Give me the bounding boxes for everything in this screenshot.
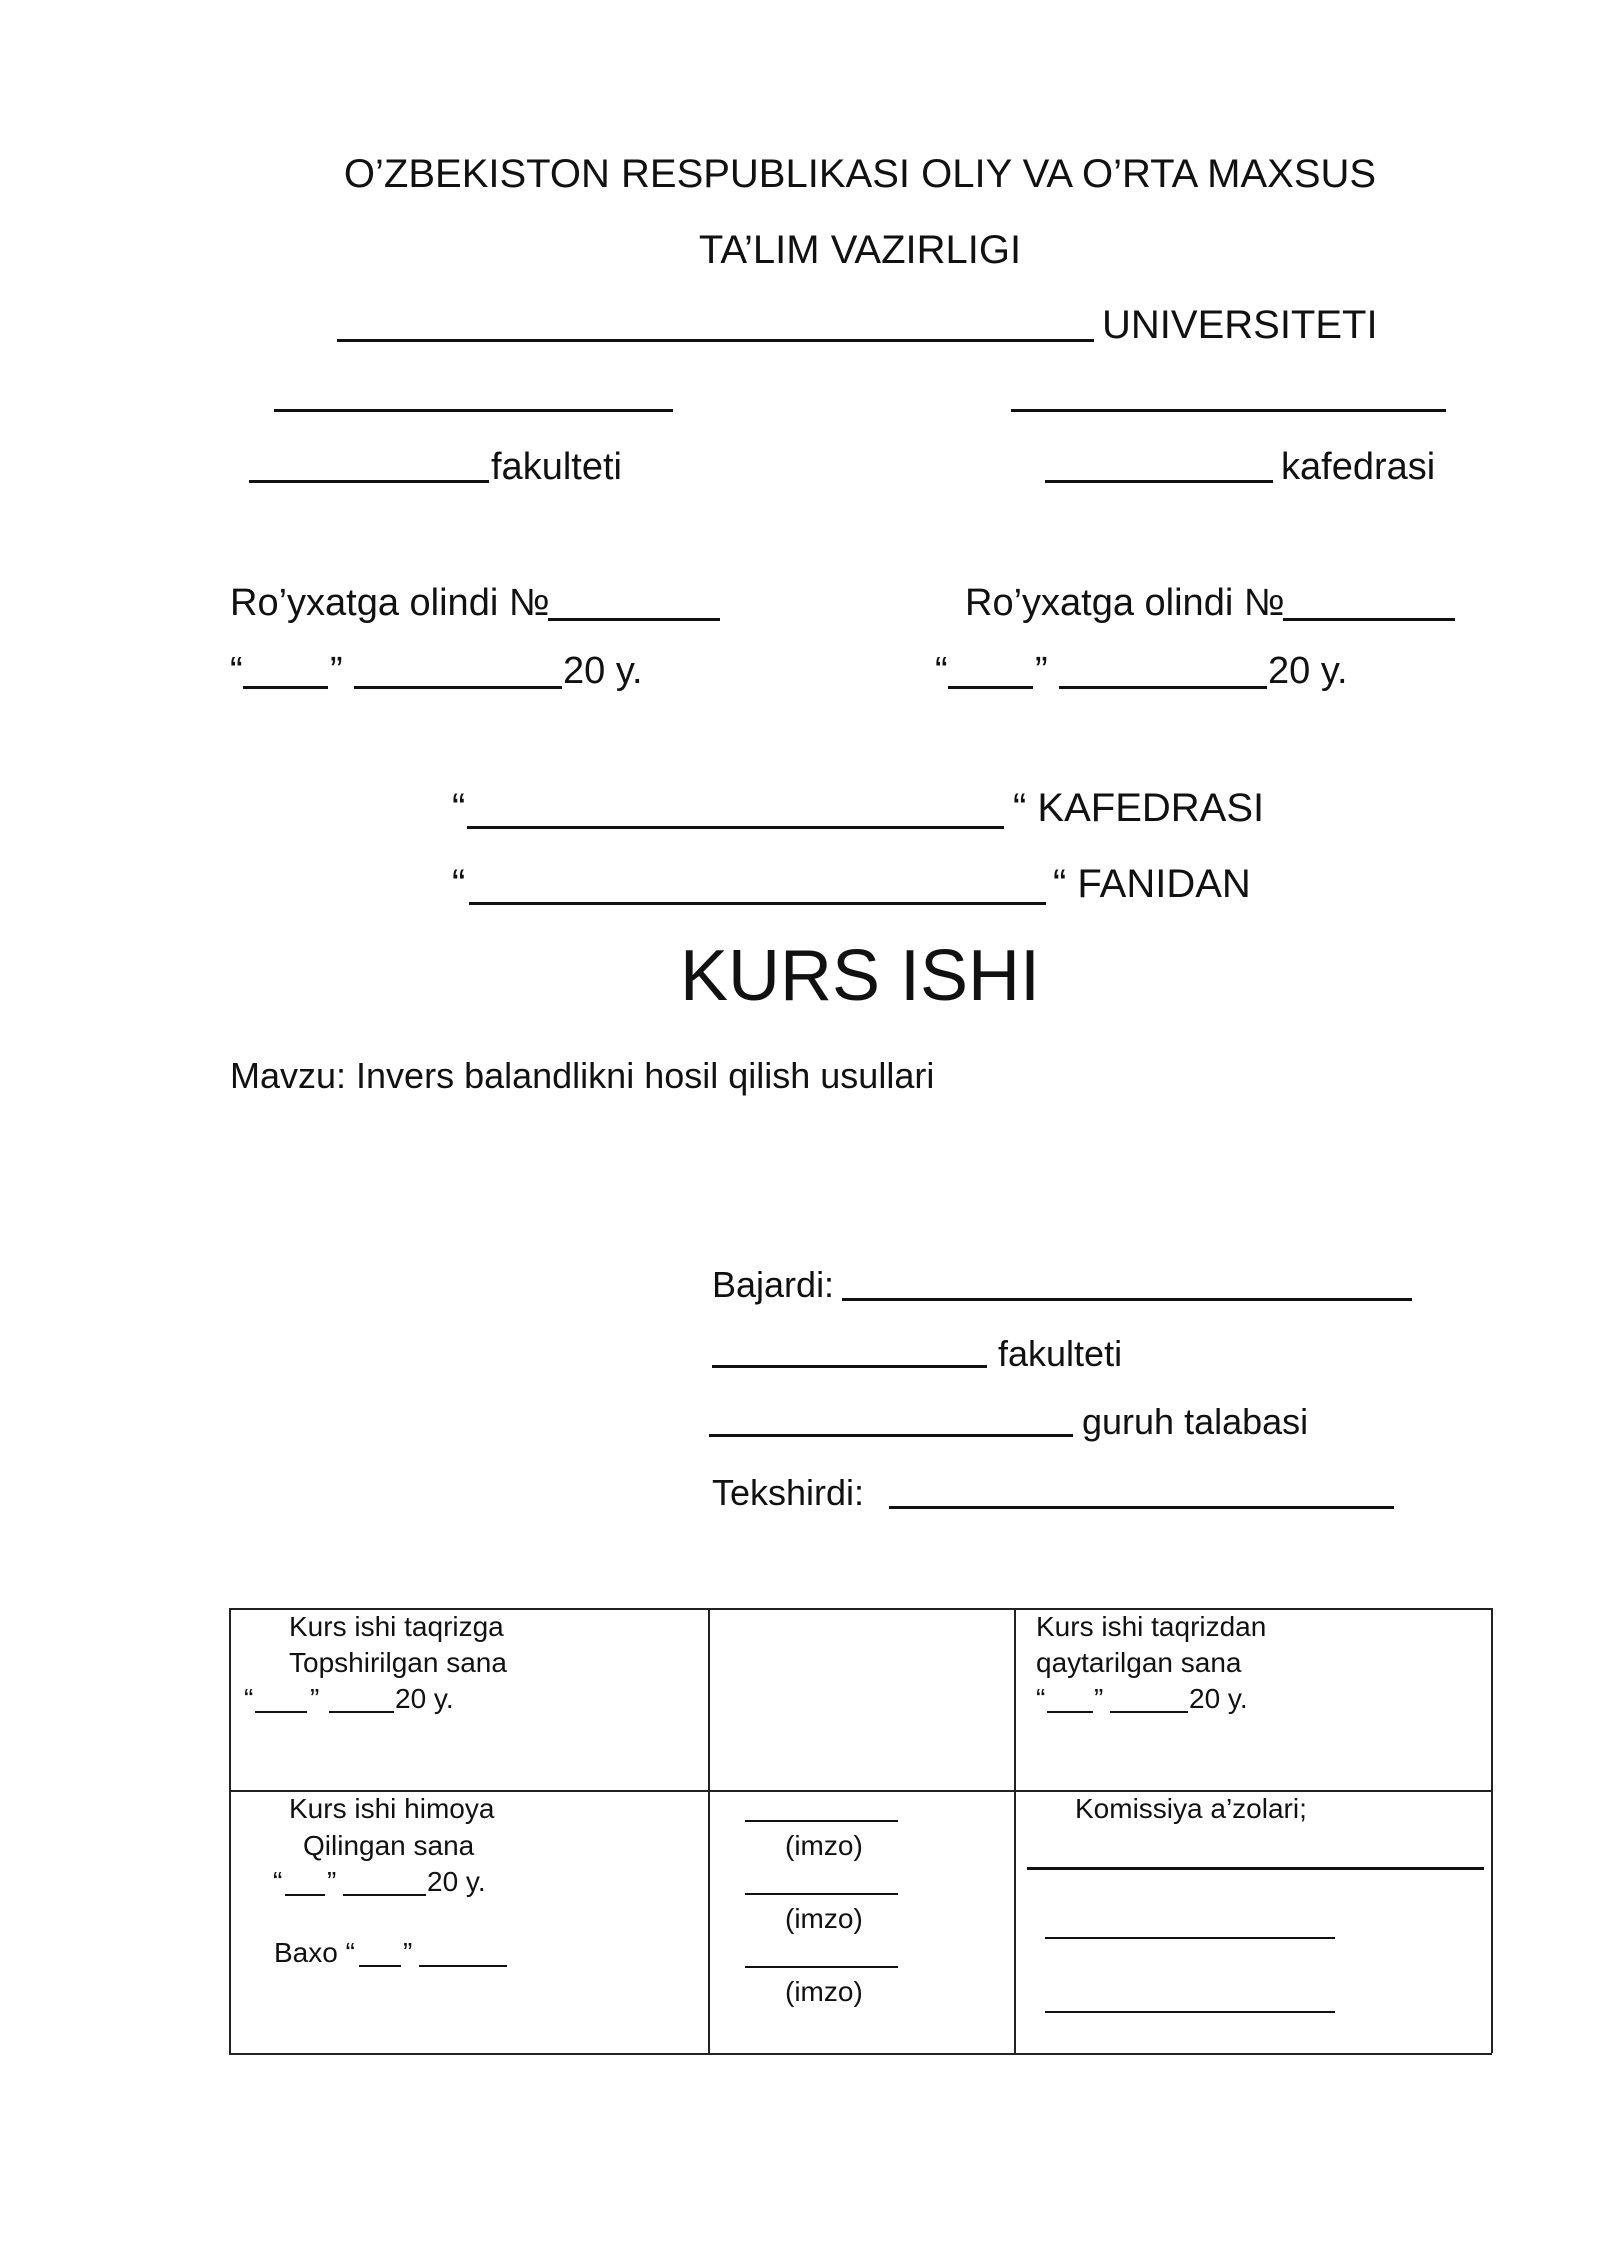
date-open-quote-right: “ xyxy=(935,650,948,692)
returned-label-2: qaytarilgan sana xyxy=(1036,1647,1242,1678)
defended-label-2: Qilingan sana xyxy=(303,1830,475,1861)
commission-member-blank-2 xyxy=(1045,1937,1335,1939)
department-label: kafedrasi xyxy=(1281,446,1436,488)
table-col-divider-1 xyxy=(708,1608,710,2053)
year-right: 20 y. xyxy=(1268,650,1348,692)
registration-label-left: Ro’yxatga olindi № xyxy=(230,582,550,624)
signature-blank-1 xyxy=(745,1820,898,1822)
submitted-year: 20 y. xyxy=(395,1683,454,1714)
defended-day-blank xyxy=(285,1894,325,1896)
table-border-left xyxy=(229,1608,231,2053)
day-blank-left xyxy=(243,686,328,689)
table-border-top xyxy=(229,1608,1492,1610)
table-border-right xyxy=(1491,1608,1493,2053)
group-blank xyxy=(709,1434,1073,1437)
imzo-1: (imzo) xyxy=(785,1830,863,1861)
defended-label-1: Kurs ishi himoya xyxy=(289,1793,495,1824)
submitted-month-blank xyxy=(329,1711,394,1713)
tekshirdi-blank xyxy=(889,1506,1394,1509)
baxo-close-quote: ” xyxy=(403,1937,413,1968)
registration-label-right: Ro’yxatga olindi № xyxy=(965,582,1285,624)
defended-year: 20 y. xyxy=(427,1866,486,1897)
returned-day-blank xyxy=(1047,1711,1093,1713)
document-title: KURS ISHI xyxy=(679,936,1041,1016)
bajardi-blank xyxy=(842,1298,1412,1301)
author-faculty-label: fakulteti xyxy=(998,1333,1123,1374)
returned-label-1: Kurs ishi taqrizdan xyxy=(1036,1611,1267,1642)
registration-number-blank-left xyxy=(548,618,720,621)
submitted-close-quote: ” xyxy=(310,1683,320,1714)
fan-label: “ FANIDAN xyxy=(1053,862,1251,906)
kafedra-label: “ KAFEDRASI xyxy=(1013,786,1265,830)
date-close-quote-left: ” xyxy=(330,650,343,692)
ministry-line-2: TA’LIM VAZIRLIGI xyxy=(698,228,1022,272)
fan-open-quote: “ xyxy=(452,862,466,906)
table-border-bottom xyxy=(229,2053,1492,2055)
imzo-3: (imzo) xyxy=(785,1976,863,2007)
submitted-label-1: Kurs ishi taqrizga xyxy=(289,1611,504,1642)
ministry-line-1: O’ZBEKISTON RESPUBLIKASI OLIY VA O’RTA MAXSUS xyxy=(343,152,1377,196)
table-row-divider xyxy=(229,1790,1492,1792)
signature-blank-2 xyxy=(745,1893,898,1895)
returned-year: 20 y. xyxy=(1189,1683,1248,1714)
submitted-open-quote: “ xyxy=(244,1683,254,1714)
kafedra-open-quote: “ xyxy=(452,786,466,830)
date-open-quote-left: “ xyxy=(230,650,243,692)
year-left: 20 y. xyxy=(563,650,643,692)
signature-blank-3 xyxy=(745,1966,898,1968)
imzo-2: (imzo) xyxy=(785,1903,863,1934)
defended-month-blank xyxy=(343,1894,426,1896)
fan-blank xyxy=(469,902,1046,905)
baxo-words-blank xyxy=(419,1965,507,1967)
defended-open-quote: “ xyxy=(273,1866,283,1897)
returned-close-quote: ” xyxy=(1094,1683,1104,1714)
department-blank xyxy=(1045,480,1273,483)
faculty-blank xyxy=(249,480,489,483)
department-name-blank xyxy=(1011,409,1446,412)
university-blank xyxy=(337,339,1094,342)
topic: Mavzu: Invers balandlikni hosil qilish usullari xyxy=(230,1055,935,1096)
month-blank-right xyxy=(1059,686,1267,689)
registration-number-blank-right xyxy=(1283,618,1455,621)
faculty-name-blank xyxy=(274,409,673,412)
defended-close-quote: ” xyxy=(327,1866,337,1897)
returned-month-blank xyxy=(1110,1711,1188,1713)
baxo-label: Baxo “ xyxy=(274,1937,355,1968)
table-col-divider-2 xyxy=(1014,1608,1016,2053)
bajardi-label: Bajardi: xyxy=(712,1264,835,1305)
returned-open-quote: “ xyxy=(1036,1683,1046,1714)
commission-member-blank-1 xyxy=(1027,1867,1484,1870)
tekshirdi-label: Tekshirdi: xyxy=(712,1472,865,1513)
submitted-label-2: Topshirilgan sana xyxy=(289,1647,507,1678)
commission-label: Komissiya a’zolari; xyxy=(1075,1793,1307,1824)
month-blank-left xyxy=(354,686,562,689)
faculty-label: fakulteti xyxy=(491,446,622,488)
group-label: guruh talabasi xyxy=(1082,1401,1309,1442)
baxo-grade-blank xyxy=(359,1965,401,1967)
commission-member-blank-3 xyxy=(1045,2011,1335,2013)
university-label: UNIVERSITETI xyxy=(1102,303,1378,347)
kafedra-blank xyxy=(467,826,1004,829)
date-close-quote-right: ” xyxy=(1035,650,1048,692)
submitted-day-blank xyxy=(255,1711,307,1713)
author-faculty-blank xyxy=(712,1365,987,1368)
day-blank-right xyxy=(948,686,1033,689)
